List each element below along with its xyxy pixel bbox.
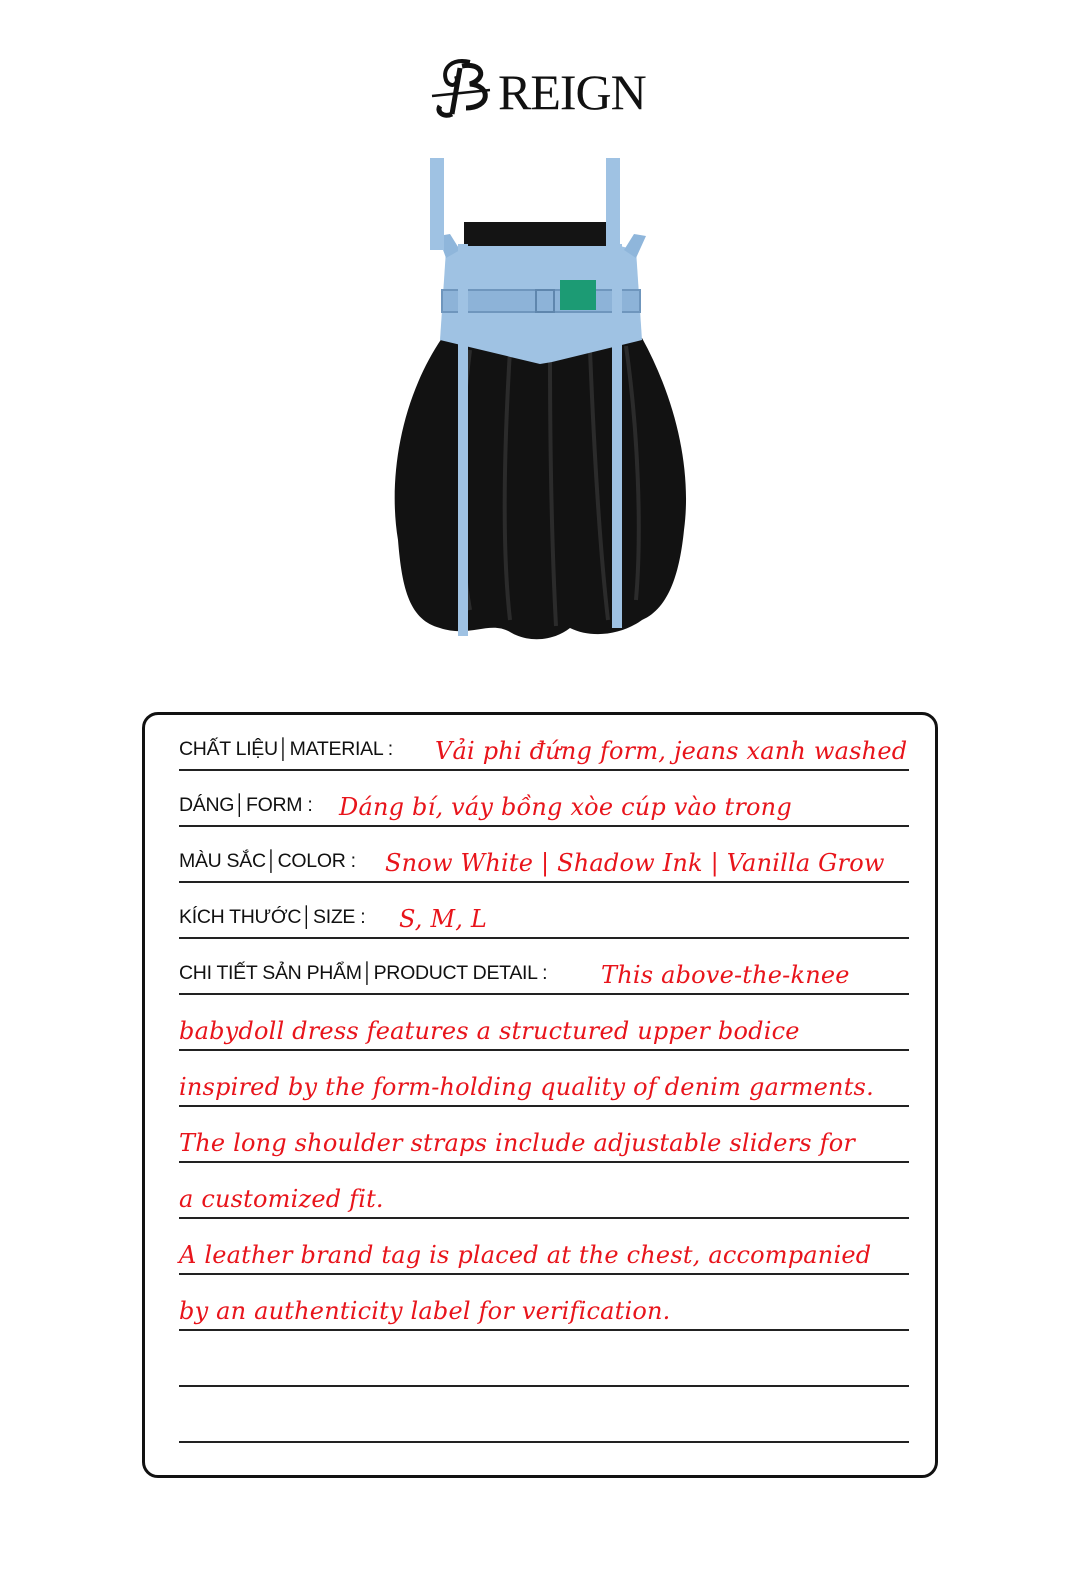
detail-line: by an authenticity label for verification. [179,1297,671,1325]
detail-row [179,939,909,995]
detail-line: babydoll dress features a structured upper bodice [179,1017,800,1045]
product-info-card [142,712,938,1478]
size-label: KÍCH THƯỚC│SIZE : [179,906,366,928]
detail-line: a customized fit. [179,1185,384,1213]
detail-line: The long shoulder straps include adjustable sliders for [179,1129,856,1157]
detail-row-blank [179,1387,909,1443]
color-label: MÀU SẮC│COLOR : [179,850,356,872]
detail-row [179,1275,909,1331]
color-row [179,827,909,883]
detail-line: inspired by the form-holding quality of denim garments. [179,1073,874,1101]
brand-name: REIGN [498,64,646,120]
form-label: DÁNG│FORM : [179,794,313,816]
material-row [179,715,909,771]
form-row [179,771,909,827]
size-row [179,883,909,939]
detail-row [179,1051,909,1107]
detail-row [179,1219,909,1275]
color-value: Snow White | Shadow Ink | Vanilla Grow [385,849,885,877]
brand-logo [430,56,660,120]
reign-logo-mark-icon [430,56,496,120]
detail-row [179,995,909,1051]
detail-row [179,1163,909,1219]
detail-line: This above-the-knee [601,961,850,989]
detail-row-blank [179,1331,909,1387]
detail-line: A leather brand tag is placed at the chest, accompanied [179,1241,872,1269]
size-value: S, M, L [399,905,488,933]
detail-row [179,1107,909,1163]
material-label: CHẤT LIỆU│MATERIAL : [179,738,393,760]
detail-label: CHI TIẾT SẢN PHẨM│PRODUCT DETAIL : [179,962,548,984]
material-value: Vải phi đứng form, jeans xanh washed [435,737,908,765]
product-dress-image [380,150,700,670]
form-value: Dáng bí, váy bồng xòe cúp vào trong [339,793,792,821]
